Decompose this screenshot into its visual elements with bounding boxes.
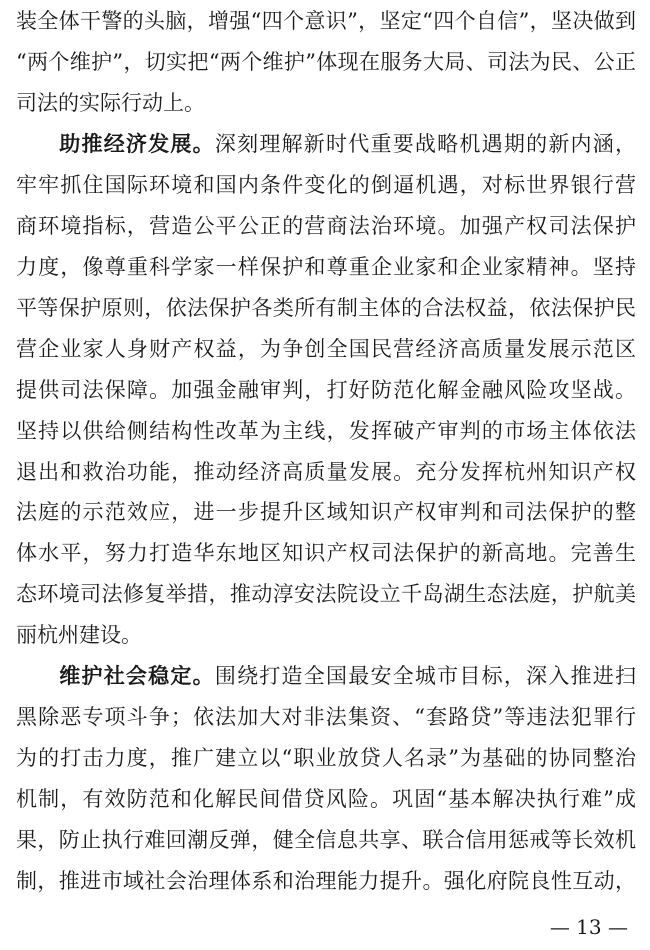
text-line: 体水平，努力打造华东地区知识产权司法保护的新高地。完善生 [16,541,636,566]
text-line: 商环境指标，营造公平公正的营商法治环境。加强产权司法保护 [16,213,636,238]
text-line: 营企业家人身财产权益，为争创全国民营经济高质量发展示范区 [16,336,636,361]
text-line: 坚持以供给侧结构性改革为主线，发挥破产审判的市场主体依法 [16,418,636,443]
text-line: 制，推进市域社会治理体系和治理能力提升。强化府院良性互动， [16,869,636,894]
text-line: 法庭的示范效应，进一步提升区域知识产权审判和司法保护的整 [16,500,636,525]
text-line: 提供司法保障。加强金融审判，打好防范化解金融风险攻坚战。 [16,377,636,402]
text-line: 果，防止执行难回潮反弹，健全信息共享、联合信用惩戒等长效机 [16,828,636,853]
page-number: — 13 — [549,915,628,939]
text-line: 司法的实际行动上。 [16,90,205,115]
text-line: 丽杭州建设。 [16,623,142,648]
text-line: 机制，有效防范和化解民间借贷风险。巩固“基本解决执行难”成 [16,787,636,812]
paragraph-lead: 助推经济发展。 [58,131,215,156]
text-line: 为的打击力度，推广建立以“职业放贷人名录”为基础的协同整治 [16,746,636,771]
paragraph-lead: 维护社会稳定。 [58,664,215,689]
paragraph-first-line [16,659,636,693]
text-line: 围绕打造全国最安全城市目标，深入推进扫 [214,664,636,689]
text-line: 牢牢抓住国际环境和国内条件变化的倒逼机遇，对标世界银行营 [16,172,636,197]
text-line: 态环境司法修复举措，推动淳安法院设立千岛湖生态法庭，护航美 [16,582,636,607]
paragraph-first-line [16,127,636,161]
text-line: 力度，像尊重科学家一样保护和尊重企业家和企业家精神。坚持 [16,254,636,279]
text-line: 平等保护原则，依法保护各类所有制主体的合法权益，依法保护民 [16,295,636,320]
text-line: 装全体干警的头脑，增强“四个意识”，坚定“四个自信”，坚决做到 [16,9,636,33]
text-line: 深刻理解新时代重要战略机遇期的新内涵， [214,131,636,156]
text-line: 黑除恶专项斗争；依法加大对非法集资、“套路贷”等违法犯罪行 [16,705,636,730]
text-line: 退出和救治功能，推动经济高质量发展。充分发挥杭州知识产权 [16,459,636,484]
text-line: “两个维护”，切实把“两个维护”体现在服务大局、司法为民、公正 [16,49,636,74]
